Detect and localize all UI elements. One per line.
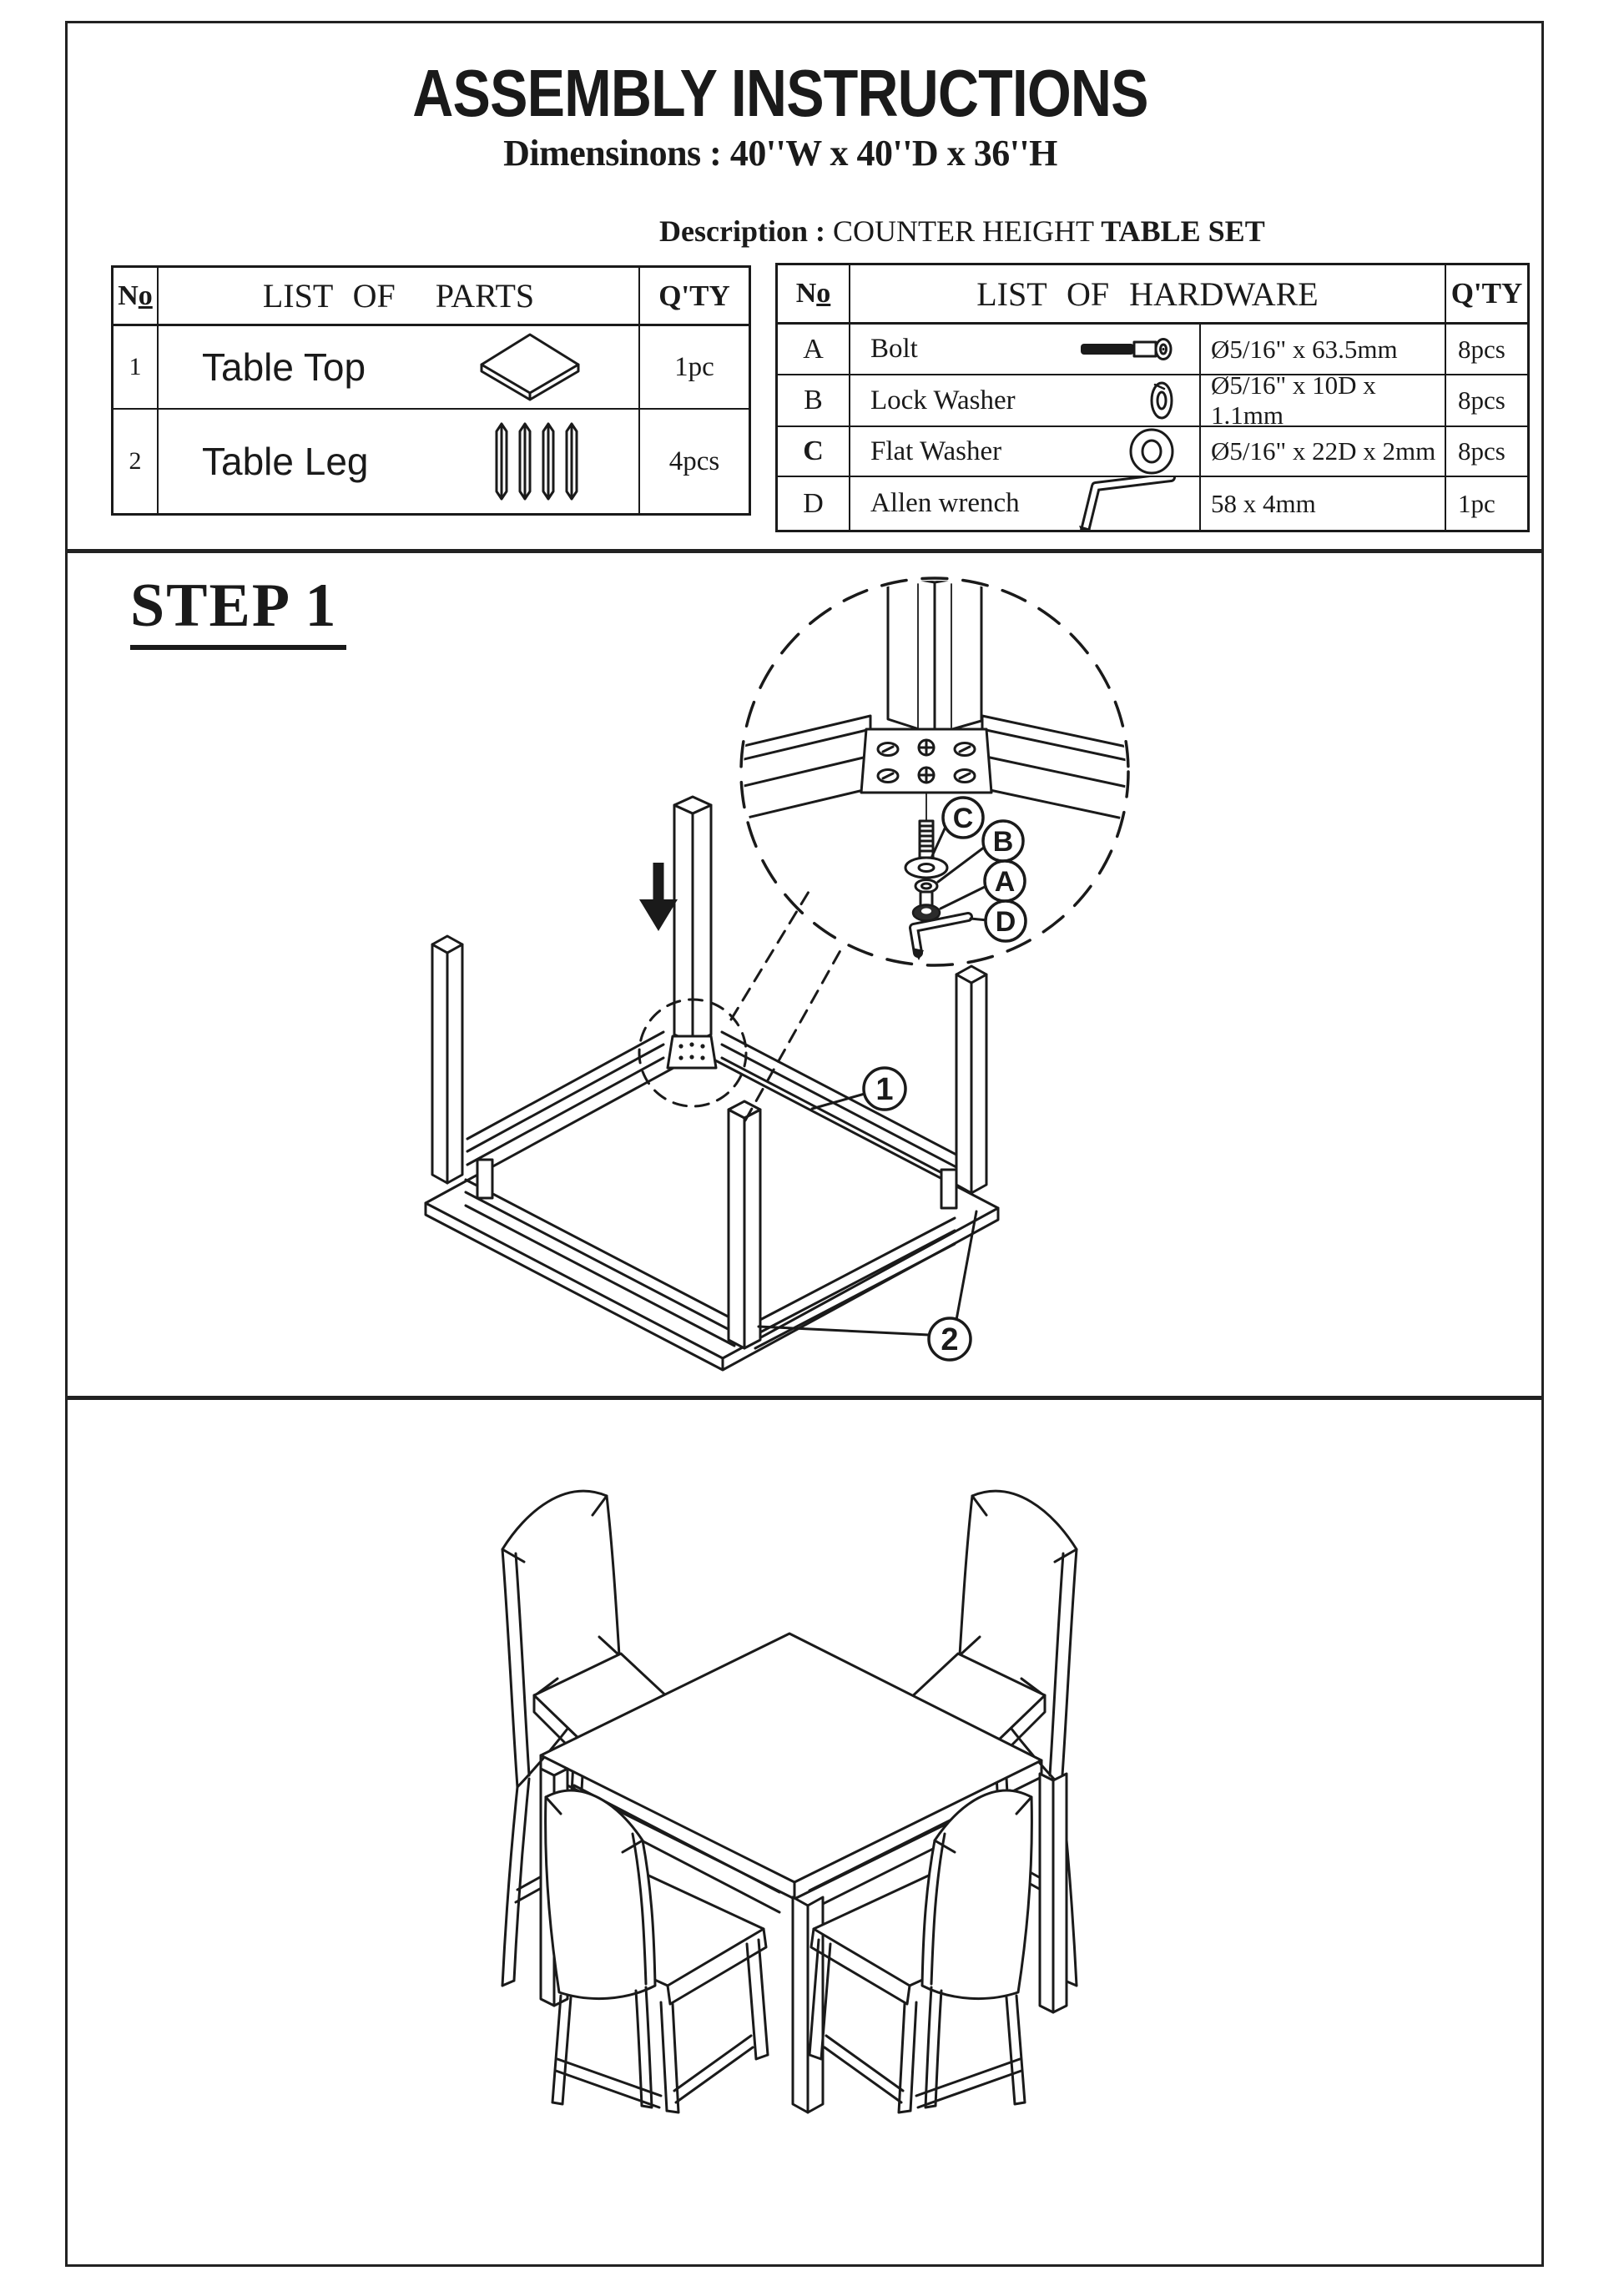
hardware-row xyxy=(850,325,1201,375)
part-row xyxy=(159,326,640,410)
hardware-size: Ø5/16" x 10D x 1.1mm xyxy=(1201,375,1446,427)
hardware-name: Flat Washer xyxy=(870,436,1002,466)
hardware-name: Bolt xyxy=(870,334,918,364)
svg-text:A: A xyxy=(994,866,1016,898)
allen-wrench-icon xyxy=(1071,477,1178,530)
hardware-row xyxy=(850,427,1201,477)
hardware-row-letter: B xyxy=(778,375,850,427)
svg-text:C: C xyxy=(952,803,974,834)
hardware-name: Lock Washer xyxy=(870,385,1016,415)
hardware-col-no: No xyxy=(778,265,850,325)
description-label: Description : xyxy=(659,214,833,248)
description-line xyxy=(659,214,1265,249)
section-divider-bottom xyxy=(65,1396,1544,1400)
lock-washer-icon xyxy=(1146,377,1178,424)
part-name: Table Top xyxy=(202,345,366,389)
part-qty: 1pc xyxy=(640,326,749,410)
part-row-no: 1 xyxy=(113,326,159,410)
step1-diagram xyxy=(68,553,1541,1396)
hardware-row xyxy=(850,375,1201,427)
dimensions-line: Dimensinons : 40''W x 40''D x 36''H xyxy=(503,133,1057,174)
svg-text:2: 2 xyxy=(941,1322,959,1357)
hardware-table-title: LIST OF HARDWARE xyxy=(850,265,1446,325)
part-name: Table Leg xyxy=(202,440,369,483)
table-leg-front xyxy=(729,1101,760,1348)
table-leg-back xyxy=(674,797,711,1043)
list-of-hardware-table xyxy=(775,263,1530,532)
part-row-no: 2 xyxy=(113,410,159,513)
svg-text:1: 1 xyxy=(875,1072,894,1107)
parts-table-title: LIST OF PARTS xyxy=(159,268,640,326)
inverted-table-drawing xyxy=(426,797,998,1370)
assembled-set-diagram xyxy=(68,1402,1541,2264)
hardware-size: Ø5/16" x 63.5mm xyxy=(1201,325,1446,375)
description-text: COUNTER HEIGHT xyxy=(832,214,1102,248)
flat-washer-icon xyxy=(1126,427,1178,476)
hardware-col-qty: Q'TY xyxy=(1446,265,1527,325)
description-bold-text: TABLE SET xyxy=(1101,214,1265,248)
callout-d xyxy=(971,901,1026,941)
corner-bracket xyxy=(668,1036,716,1068)
hardware-row xyxy=(850,477,1201,530)
table-leg-icon xyxy=(492,420,585,503)
hardware-qty: 8pcs xyxy=(1446,427,1527,477)
table-top-icon xyxy=(475,330,585,405)
hardware-name: Allen wrench xyxy=(870,488,1020,518)
svg-text:D: D xyxy=(995,906,1016,938)
svg-text:B: B xyxy=(992,826,1014,858)
hardware-row-letter: A xyxy=(778,325,850,375)
step1-title: STEP 1 xyxy=(130,571,346,650)
bolt-icon xyxy=(1079,335,1178,365)
hardware-qty: 8pcs xyxy=(1446,325,1527,375)
table-leg-left xyxy=(432,936,462,1183)
hardware-size: Ø5/16" x 22D x 2mm xyxy=(1201,427,1446,477)
hardware-row-letter: D xyxy=(778,477,850,530)
list-of-parts-table xyxy=(111,265,751,516)
callout-c xyxy=(932,798,983,856)
hardware-size: 58 x 4mm xyxy=(1201,477,1446,530)
down-arrow xyxy=(639,863,678,931)
part-row xyxy=(159,410,640,513)
corner-joint-detail xyxy=(719,574,1150,960)
part-qty: 4pcs xyxy=(668,446,720,476)
parts-col-qty: Q'TY xyxy=(640,268,749,326)
parts-col-no: No xyxy=(113,268,159,326)
table-leg-right xyxy=(956,966,986,1193)
hardware-row-letter: C xyxy=(778,427,850,477)
hardware-qty: 1pc xyxy=(1458,488,1495,518)
hardware-qty: 8pcs xyxy=(1446,375,1527,427)
table-leg-right xyxy=(1040,1774,1067,2012)
page-title: ASSEMBLY INSTRUCTIONS xyxy=(412,56,1148,130)
